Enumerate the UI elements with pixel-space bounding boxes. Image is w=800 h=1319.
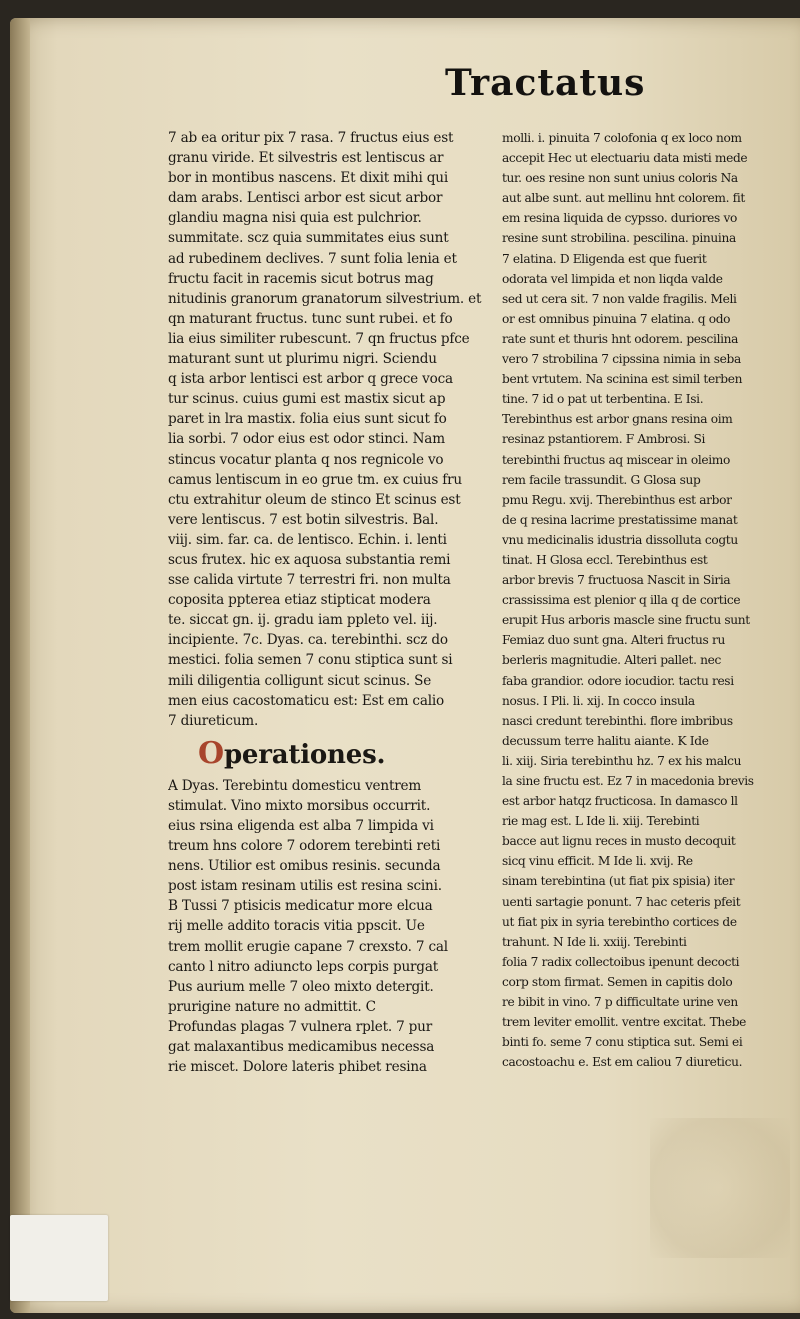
text-line: em resina liquida de cypsso. duriores vo — [502, 211, 737, 226]
text-line: Pus aurium melle 7 oleo mixto detergit. — [168, 978, 434, 995]
text-line: nens. Utilior est omibus resinis. secunda — [168, 858, 441, 875]
text-line: dam arabs. Lentisci arbor est sicut arbor — [168, 190, 443, 207]
text-line: Femiaz duo sunt gna. Alteri fructus ru — [502, 633, 725, 648]
text-line: gat malaxantibus medicamibus necessa — [168, 1039, 435, 1056]
text-line: mestici. folia semen 7 conu stiptica sunt si — [168, 652, 453, 669]
text-line: ut fiat pix in syria terebintho cortices de — [502, 914, 737, 929]
text-line: rij melle addito toracis vitia ppscit. Ue — [168, 918, 425, 935]
text-line: sed ut cera sit. 7 non valde fragilis. Meli — [502, 291, 737, 306]
text-line: tine. 7 id o pat ut terbentina. E Isi. — [502, 392, 704, 407]
text-line: stimulat. Vino mixto morsibus occurrit. — [168, 797, 431, 814]
paper-slip — [10, 1215, 108, 1301]
text-line: 7 ab ea oritur pix 7 rasa. 7 fructus eius est — [168, 130, 454, 146]
section-heading — [198, 735, 488, 774]
text-line: scus frutex. hic ex aquosa substantia remi — [168, 551, 451, 568]
text-line: 7 elatina. D Eligenda est que fuerit — [502, 251, 707, 266]
text-line: faba grandior. odore iocudior. tactu resi — [502, 673, 734, 688]
text-line: li. xiij. Siria terebinthu hz. 7 ex his malcu — [502, 753, 742, 768]
text-line: coposita ppterea etiaz stipticat modera — [168, 592, 431, 609]
text-line: sicq vinu efficit. M Ide li. xvij. Re — [502, 854, 693, 869]
text-line: tinat. H Glosa eccl. Terebinthus est — [502, 552, 708, 567]
text-line: or est omnibus pinuina 7 elatina. q odo — [502, 311, 731, 326]
text-line: fructu facit in racemis sicut botrus mag — [168, 270, 434, 287]
text-line: rie miscet. Dolore lateris phibet resina — [168, 1059, 427, 1076]
text-line: berleris magnitudie. Alteri pallet. nec — [502, 653, 721, 668]
text-line: te. siccat gn. ij. gradu iam ppleto vel. iij. — [168, 612, 438, 629]
text-line: terebinthi fructus aq miscear in oleimo — [502, 452, 730, 467]
text-line: molli. i. pinuita 7 colofonia q ex loco nom — [502, 131, 742, 145]
text-line: binti fo. seme 7 conu stiptica sut. Semi ei — [502, 1035, 743, 1050]
text-line: ad rubedinem declives. 7 sunt folia lenia et — [168, 250, 457, 267]
text-line: ctu extrahitur oleum de stinco Et scinus est — [168, 491, 461, 508]
book-gutter — [10, 18, 30, 1313]
text-line: vnu medicinalis idustria dissolluta cogtu — [502, 532, 738, 547]
text-line: trem leviter emollit. ventre excitat. Thebe — [502, 1015, 747, 1030]
text-line: rem facile trassundit. G Glosa sup — [502, 472, 701, 487]
text-line: pmu Regu. xvij. Therebinthus est arbor — [502, 492, 732, 507]
text-line: paret in lra mastix. folia eius sunt sicut fo — [168, 411, 447, 428]
text-line: odorata vel limpida et non liqda valde — [502, 271, 723, 286]
text-line: prurigine nature no admittit. C — [168, 998, 376, 1015]
text-line: arbor brevis 7 fructuosa Nascit in Siria — [502, 573, 731, 588]
text-line: nitudinis granorum granatorum silvestrium. et — [168, 290, 482, 307]
text-line: sse calida virtute 7 terrestri fri. non multa — [168, 572, 451, 589]
text-line: la sine fructu est. Ez 7 in macedonia brevis — [502, 774, 754, 788]
text-line: re bibit in vino. 7 p difficultate urine ven — [502, 995, 738, 1010]
text-line: de q resina lacrime prestatissime manat — [502, 512, 738, 527]
text-line: erupit Hus arboris mascle sine fructu sunt — [502, 613, 750, 628]
text-line: viij. sim. far. ca. de lentisco. Echin. i. lenti — [168, 531, 447, 548]
text-line: vero 7 strobilina 7 cipssina nimia in seba — [502, 352, 741, 367]
text-line: corp stom firmat. Semen in capitis dolo — [502, 974, 733, 989]
text-line: rate sunt et thuris hnt odorem. pescilina — [502, 331, 739, 346]
left-text-column — [168, 128, 488, 1077]
text-line: canto l nitro adiuncto leps corpis purgat — [168, 958, 438, 975]
text-line: nosus. I Pli. li. xij. In cocco insula — [502, 693, 695, 708]
text-line: summitate. scz quia summitates eius sunt — [168, 230, 449, 247]
text-line: crassissima est plenior q illa q de cortice — [502, 593, 741, 608]
text-line: glandiu magna nisi quia est pulchrior. — [168, 210, 422, 227]
text-line: treum hns colore 7 odorem terebinti reti — [168, 838, 441, 855]
text-line: uenti sartagie ponunt. 7 hac ceteris pfeit — [502, 894, 741, 909]
text-line: tur scinus. cuius gumi est mastix sicut ap — [168, 391, 446, 408]
text-line: bacce aut lignu reces in musto decoquit — [502, 834, 736, 849]
text-line: incipiente. 7c. Dyas. ca. terebinthi. scz do — [168, 632, 448, 649]
text-line: eius rsina eligenda est alba 7 limpida vi — [168, 818, 434, 834]
text-line: accepit Hec ut electuariu data misti mede — [502, 151, 748, 166]
text-line: decussum terre halitu aiante. K Ide — [502, 733, 709, 748]
text-line: B Tussi 7 ptisicis medicatur more elcua — [168, 898, 433, 915]
heading-initial: O — [198, 735, 224, 771]
text-line: folia 7 radix collectoibus ipenunt decocti — [502, 954, 740, 969]
text-line: qn maturant fructus. tunc sunt rubei. et fo — [168, 310, 453, 327]
text-line: camus lentiscum in eo grue tm. ex cuius fru — [168, 471, 462, 488]
text-line: Profundas plagas 7 vulnera rplet. 7 pur — [168, 1018, 433, 1035]
text-line: A Dyas. Terebintu domesticu ventrem — [168, 777, 422, 794]
heading-text: perationes. — [223, 739, 386, 770]
text-line: rie mag est. L Ide li. xiij. Terebinti — [502, 814, 700, 829]
text-line: bor in montibus nascens. Et dixit mihi qui — [168, 170, 449, 187]
text-line: resinaz pstantiorem. F Ambrosi. Si — [502, 432, 706, 447]
text-line: lia sorbi. 7 odor eius est odor stinci. Nam — [168, 431, 445, 448]
text-line: mili diligentia colligunt sicut scinus. Se — [168, 672, 432, 689]
paper-stain — [650, 1118, 790, 1258]
text-line: men eius cacostomaticu est: Est em calio — [168, 692, 445, 709]
text-line: lia eius similiter rubescunt. 7 qn fructus pfce — [168, 330, 470, 347]
text-line: cacostoachu e. Est em caliou 7 diureticu. — [502, 1055, 743, 1070]
text-line: nasci credunt terebinthi. flore imbribus — [502, 713, 733, 728]
text-line: q ista arbor lentisci est arbor q grece voca — [168, 371, 453, 388]
text-line: vere lentiscus. 7 est botin silvestris. Bal. — [168, 511, 439, 528]
text-line: stincus vocatur planta q nos regnicole vo — [168, 451, 444, 468]
text-line: post istam resinam utilis est resina scini. — [168, 878, 442, 895]
text-line: resine sunt strobilina. pescilina. pinuina — [502, 231, 736, 246]
text-line: maturant sunt ut plurimu nigri. Sciendu — [168, 351, 437, 368]
right-text-column — [502, 128, 790, 1072]
text-line: Terebinthus est arbor gnans resina oim — [502, 412, 733, 427]
text-line: 7 diureticum. — [168, 712, 259, 729]
text-line: tur. oes resine non sunt unius coloris Na — [502, 171, 738, 186]
text-line: bent vrtutem. Na scinina est simil terben — [502, 372, 743, 387]
text-line: granu viride. Et silvestris est lentiscus ar — [168, 150, 444, 167]
text-line: est arbor hatqz fructicosa. In damasco ll — [502, 794, 738, 809]
text-line: sinam terebintina (ut fiat pix spisia) iter — [502, 874, 735, 889]
text-line: aut albe sunt. aut mellinu hnt colorem. fit — [502, 191, 745, 206]
text-line: trahunt. N Ide li. xxiij. Terebinti — [502, 934, 687, 949]
running-title: Tractatus — [445, 62, 646, 104]
text-line: trem mollit erugie capane 7 crexsto. 7 cal — [168, 938, 448, 955]
